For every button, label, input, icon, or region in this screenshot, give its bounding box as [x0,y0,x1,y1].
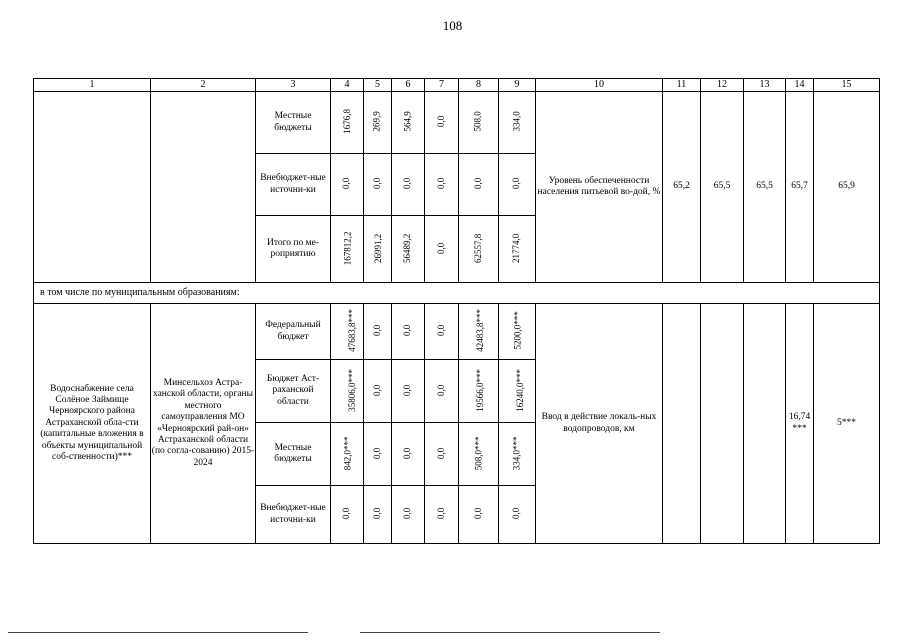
table-row [34,92,880,154]
value-cell: 0,0 [364,304,392,360]
indicator-value: 65,9 [814,92,880,283]
header-cell: 5 [364,79,392,92]
value-cell: 0,0 [364,423,392,486]
value-cell: 0,0 [425,92,459,154]
value-cell: 5200,0*** [499,304,536,360]
indicator-name: Ввод в действие локаль-ных водопроводов, км [536,304,663,544]
value-cell: 0,0 [425,154,459,216]
value-cell: 0,0 [364,486,392,544]
header-cell: 7 [425,79,459,92]
value-cell: 508,0*** [459,423,499,486]
table-row [34,304,880,360]
value-cell: 0,0 [499,486,536,544]
executor-name: Минсельхоз Астра-ханской области, органы местного самоуправления МО «Черноярский рай-он» Астраханской области (по согла-сованию) 2015-2024 [151,304,256,544]
value-cell: 35806,0*** [331,360,364,423]
value-cell: 0,0 [392,423,425,486]
value-cell: 167812,2 [331,216,364,283]
value-cell: 269,9 [364,92,392,154]
source-label: Внебюджет-ные источни-ки [256,154,331,216]
value-cell: 0,0 [499,154,536,216]
indicator-value: 16,74 *** [786,304,814,544]
header-cell: 15 [814,79,880,92]
activity-name: Водоснабжение села Солёное Займище Черноярского района Астраханской обла-сти (капитальные вложения в объекты муниципальной соб-ственности)*** [34,304,151,544]
indicator-value [701,304,744,544]
indicator-name: Уровень обеспеченности населения питьевой во-дой, % [536,92,663,283]
value-cell: 1676,8 [331,92,364,154]
section-heading: в том числе по муниципальным образованиям: [34,283,880,304]
header-cell: 8 [459,79,499,92]
value-cell: 564,9 [392,92,425,154]
value-cell: 0,0 [392,154,425,216]
value-cell: 42483,8*** [459,304,499,360]
value-cell: 0,0 [364,154,392,216]
value-cell: 19566,0*** [459,360,499,423]
scan-line [360,632,660,633]
indicator-value: 5*** [814,304,880,544]
indicator-value: 65,5 [701,92,744,283]
value-cell: 0,0 [459,486,499,544]
value-cell: 508,0 [459,92,499,154]
value-cell: 0,0 [425,423,459,486]
header-cell: 3 [256,79,331,92]
col1-empty [34,92,151,283]
header-cell: 6 [392,79,425,92]
source-label: Местные бюджеты [256,423,331,486]
header-cell: 11 [663,79,701,92]
value-cell: 26991,2 [364,216,392,283]
indicator-value: 65,2 [663,92,701,283]
header-cell: 1 [34,79,151,92]
header-cell: 9 [499,79,536,92]
header-cell: 10 [536,79,663,92]
value-cell: 21774,0 [499,216,536,283]
header-cell: 2 [151,79,256,92]
header-cell: 14 [786,79,814,92]
source-label: Федеральный бюджет [256,304,331,360]
value-cell: 0,0 [392,486,425,544]
program-table [33,78,880,544]
value-cell: 0,0 [459,154,499,216]
value-cell: 334,0*** [499,423,536,486]
value-cell: 842,0*** [331,423,364,486]
indicator-value [744,304,786,544]
scan-line [8,632,308,633]
value-cell: 0,0 [392,304,425,360]
value-cell: 0,0 [425,216,459,283]
header-cell: 13 [744,79,786,92]
value-cell: 0,0 [331,154,364,216]
page-number: 108 [442,18,463,33]
indicator-value: 65,5 [744,92,786,283]
indicator-value [663,304,701,544]
value-cell: 0,0 [425,360,459,423]
value-cell: 0,0 [425,304,459,360]
indicator-value: 65,7 [786,92,814,283]
value-cell: 0,0 [331,486,364,544]
header-cell: 12 [701,79,744,92]
section-row [34,283,880,304]
value-cell: 0,0 [392,360,425,423]
source-label: Местные бюджеты [256,92,331,154]
value-cell: 47683,8*** [331,304,364,360]
source-label: Бюджет Аст-раханской области [256,360,331,423]
col2-empty [151,92,256,283]
value-cell: 62557,8 [459,216,499,283]
value-cell: 16240,0*** [499,360,536,423]
source-label: Итого по ме-роприятию [256,216,331,283]
header-cell: 4 [331,79,364,92]
value-cell: 334,0 [499,92,536,154]
value-cell: 0,0 [364,360,392,423]
value-cell: 0,0 [425,486,459,544]
header-row [34,79,880,92]
value-cell: 56489,2 [392,216,425,283]
source-label: Внебюджет-ные источни-ки [256,486,331,544]
